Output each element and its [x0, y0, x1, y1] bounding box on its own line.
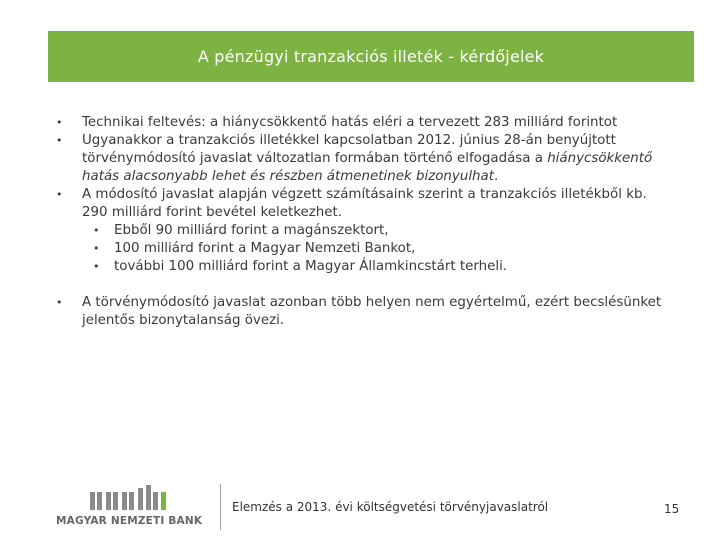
- sub-bullet-item: [56, 222, 666, 240]
- slide-content: [56, 114, 666, 330]
- bullet-text: Technikai feltevés: a hiánycsökkentő hatás eléri a tervezett 283 milliárd forintot: [82, 115, 618, 130]
- footer-divider: [220, 484, 221, 530]
- mnb-logo-icon: [56, 482, 202, 514]
- bullet-item: [56, 114, 666, 132]
- logo-text: MAGYAR NEMZETI BANK: [56, 515, 203, 527]
- bullet-text-italic: hiánycsökkentő hatás alacsonyabb lehet és részben átmenetinek bizonyulhat: [82, 151, 653, 184]
- bullet-text: A módosító javaslat alapján végzett számításaink szerint a tranzakciós illetékből kb. 290 milliárd forint bevétel keletkezhet.: [82, 187, 647, 220]
- bullet-icon: •: [56, 116, 63, 129]
- bullet-item: [56, 294, 666, 330]
- bullet-item: [56, 132, 666, 186]
- bullet-text-end: .: [493, 169, 499, 184]
- bullet-text: Ugyanakkor a tranzakciós illetékkel kapcsolatban 2012. június 28-án benyújtott törvénymódosító javaslat változatlan formában történő elfogadása a: [82, 133, 616, 166]
- slide-title: A pénzügyi tranzakciós illeték - kérdőjelek: [197, 47, 545, 66]
- bullet-icon: •: [93, 224, 100, 237]
- bullet-text: A törvénymódosító javaslat azonban több helyen nem egyértelmű, ezért becslésünket jelentős bizonytalanság övezi.: [82, 295, 662, 328]
- mnb-logo: [56, 482, 202, 530]
- sub-bullet-text: további 100 milliárd forint a Magyar Államkincstárt terheli.: [114, 259, 508, 274]
- sub-bullet-item: [56, 258, 666, 276]
- bullet-icon: •: [56, 296, 63, 309]
- bullet-icon: •: [93, 242, 100, 255]
- bullet-icon: •: [56, 188, 63, 201]
- slide-title-bar: [48, 31, 694, 82]
- sub-bullet-text: 100 milliárd forint a Magyar Nemzeti Bankot,: [114, 241, 416, 256]
- sub-bullet-text: Ebből 90 milliárd forint a magánszektort,: [114, 223, 389, 238]
- page-number: 15: [664, 502, 680, 516]
- sub-bullet-item: [56, 240, 666, 258]
- footer-caption: Elemzés a 2013. évi költségvetési törvényjavaslatról: [232, 500, 549, 514]
- bullet-icon: •: [93, 260, 100, 273]
- bullet-icon: •: [56, 134, 63, 147]
- bullet-item: [56, 186, 666, 222]
